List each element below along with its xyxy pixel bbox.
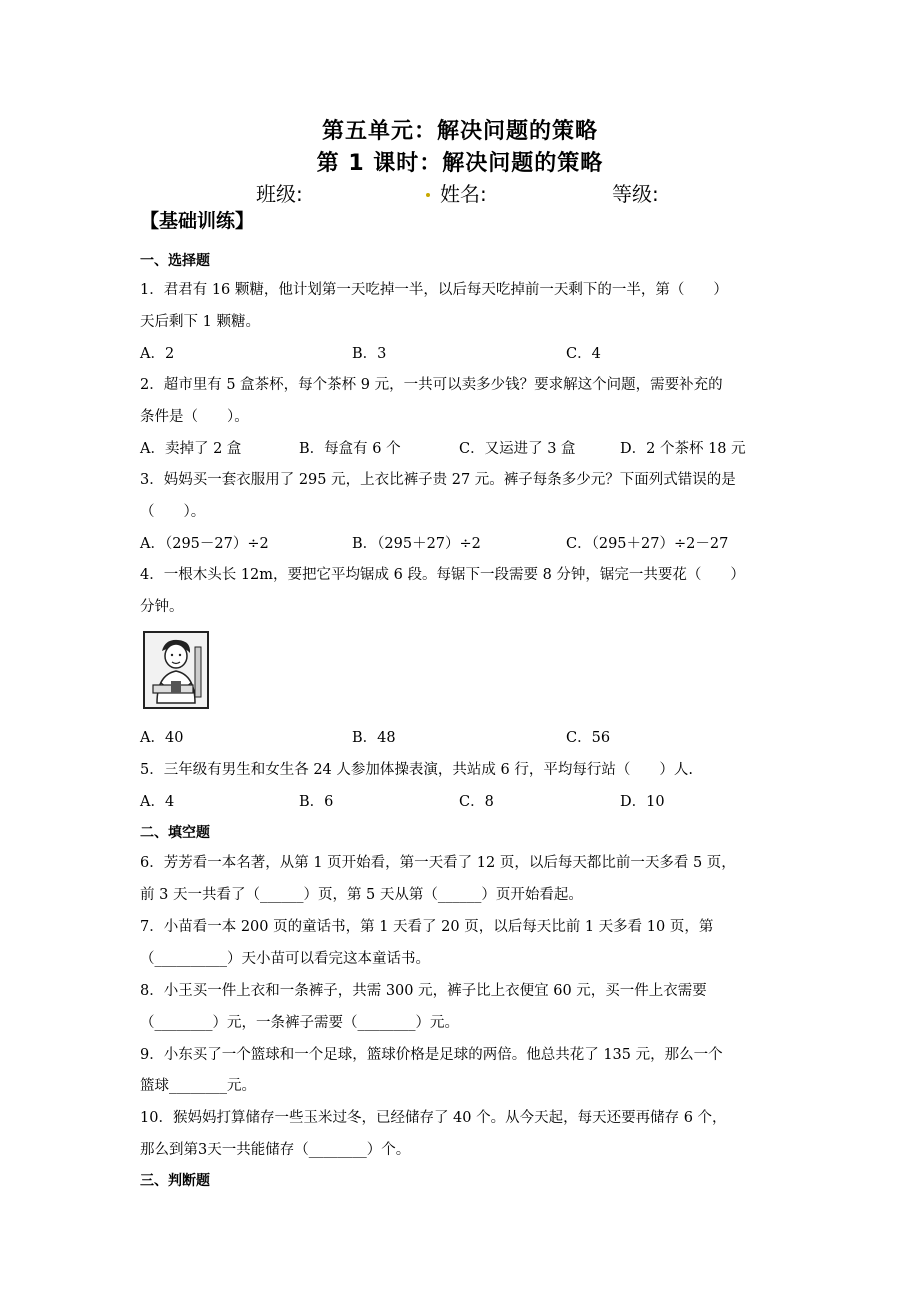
question-9-line-1: 9．小东买了一个篮球和一个足球，篮球价格是足球的两倍。他总共花了 135 元，那么一个 bbox=[140, 1047, 723, 1063]
section-judge-heading: 三、判断题 bbox=[140, 1173, 210, 1189]
q5-option-c: C．8 bbox=[459, 794, 494, 810]
question-8-line-2: （________）元，一条裤子需要（________）元。 bbox=[140, 1015, 459, 1031]
question-3-line-2: （ ）。 bbox=[140, 504, 206, 520]
q3-option-a: A．（295－27）÷2 bbox=[140, 536, 269, 552]
q3-option-c: C．（295＋27）÷2－27 bbox=[566, 536, 729, 552]
name-label: 姓名: bbox=[440, 182, 487, 206]
question-8-line-1: 8．小王买一件上衣和一条裤子，共需 300 元，裤子比上衣便宜 60 元，买一件上衣需要 bbox=[140, 983, 707, 999]
question-5-line-1: 5．三年级有男生和女生各 24 人参加体操表演，共站成 6 行，平均每行站（ ）人. bbox=[140, 762, 693, 778]
question-6-line-2: 前 3 天一共看了（______）页，第 5 天从第（______）页开始看起。 bbox=[140, 887, 583, 903]
decorative-dot bbox=[426, 193, 430, 197]
q2-option-a: A．卖掉了 2 盒 bbox=[140, 441, 242, 457]
basic-training-heading: 【基础训练】 bbox=[140, 210, 255, 232]
grade-label: 等级: bbox=[612, 182, 659, 206]
q2-option-b: B．每盒有 6 个 bbox=[299, 441, 401, 457]
unit-title: 第五单元：解决问题的策略 bbox=[321, 119, 598, 144]
question-9-line-2: 篮球________元。 bbox=[140, 1078, 256, 1094]
man-figure-icon bbox=[145, 633, 207, 707]
q4-option-c: C．56 bbox=[566, 730, 611, 746]
q5-option-b: B．6 bbox=[299, 794, 334, 810]
section-choice-heading: 一、选择题 bbox=[140, 253, 210, 269]
question-2-line-2: 条件是（ ）。 bbox=[140, 409, 249, 425]
lesson-title: 第 1 课时：解决问题的策略 bbox=[316, 151, 604, 176]
question-4-line-1: 4．一根木头长 12m，要把它平均锯成 6 段。每锯下一段需要 8 分钟，锯完一共要花（ ） bbox=[140, 567, 745, 583]
class-label: 班级: bbox=[256, 182, 303, 206]
question-2-line-1: 2．超市里有 5 盒茶杯，每个茶杯 9 元，一共可以卖多少钱？要求解这个问题，需要补充的 bbox=[140, 377, 723, 393]
q4-option-a: A．40 bbox=[140, 730, 184, 746]
q1-option-b: B．3 bbox=[352, 346, 387, 362]
section-fill-heading: 二、填空题 bbox=[140, 825, 210, 841]
q1-option-a: A．2 bbox=[140, 346, 175, 362]
sawing-man-illustration bbox=[143, 631, 209, 709]
q2-option-c: C．又运进了 3 盒 bbox=[459, 441, 576, 457]
q4-option-b: B．48 bbox=[352, 730, 396, 746]
q3-option-b: B．（295＋27）÷2 bbox=[352, 536, 481, 552]
question-7-line-1: 7．小苗看一本 200 页的童话书，第 1 天看了 20 页，以后每天比前 1 天多看 10 页，第 bbox=[140, 919, 714, 935]
question-6-line-1: 6．芳芳看一本名著，从第 1 页开始看，第一天看了 12 页，以后每天都比前一天多看 5 页， bbox=[140, 855, 736, 871]
question-3-line-1: 3．妈妈买一套衣服用了 295 元，上衣比裤子贵 27 元。裤子每条多少元？下面列式错误的是 bbox=[140, 472, 736, 488]
question-10-line-2: 那么到第3天一共能储存（________）个。 bbox=[140, 1142, 411, 1158]
q5-option-d: D．10 bbox=[620, 794, 665, 810]
q5-option-a: A．4 bbox=[140, 794, 175, 810]
question-1-line-2: 天后剩下 1 颗糖。 bbox=[140, 314, 260, 330]
question-10-line-1: 10．猴妈妈打算储存一些玉米过冬，已经储存了 40 个。从今天起，每天还要再储存 6 个， bbox=[140, 1110, 727, 1126]
question-1-line-1: 1．君君有 16 颗糖，他计划第一天吃掉一半，以后每天吃掉前一天剩下的一半，第（ ） bbox=[140, 282, 728, 298]
question-7-line-2: （__________）天小苗可以看完这本童话书。 bbox=[140, 951, 430, 967]
question-4-line-2: 分钟。 bbox=[140, 599, 184, 615]
q1-option-c: C．4 bbox=[566, 346, 601, 362]
q2-option-d: D．2 个茶杯 18 元 bbox=[620, 441, 746, 457]
